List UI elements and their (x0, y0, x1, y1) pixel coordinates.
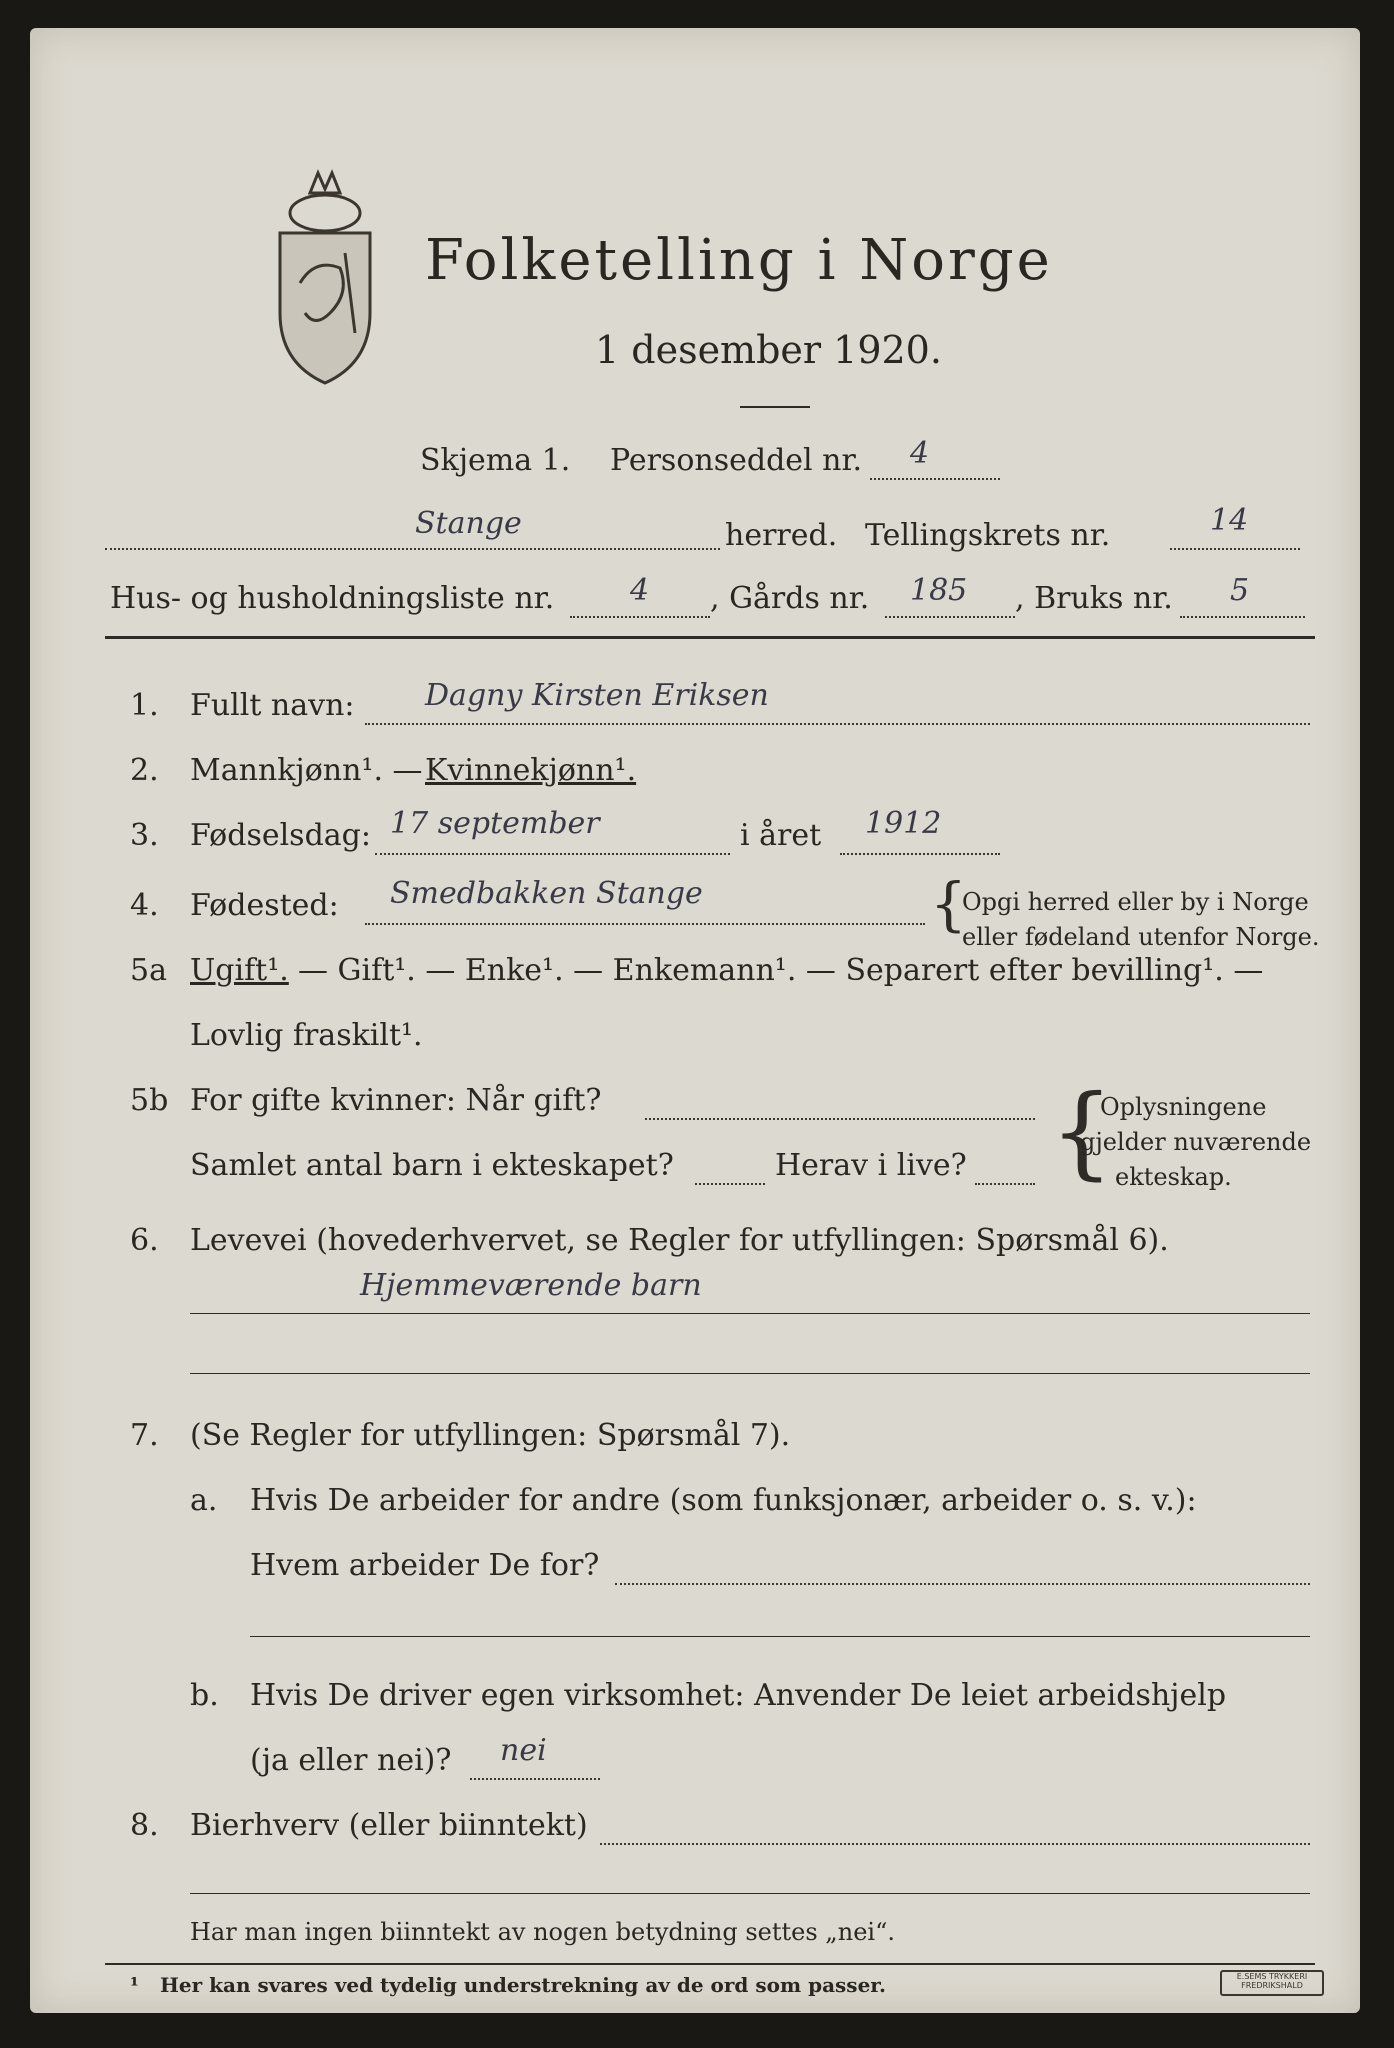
q8-line-2 (190, 1893, 1310, 1894)
herred-line (105, 548, 720, 550)
q5b-note-3: ekteskap. (1115, 1163, 1232, 1191)
q6-value: Hjemmeværende barn (360, 1268, 702, 1303)
q2-mann: Mannkjønn¹. — (190, 753, 423, 788)
q5a-line2: Lovlig fraskilt¹. (190, 1018, 423, 1053)
form-date: 1 desember 1920. (595, 328, 942, 372)
q3-year-line (840, 853, 1000, 855)
personseddel-label: Personseddel nr. (610, 443, 863, 478)
q7a-question: Hvem arbeider De for? (250, 1548, 600, 1583)
herred-label: herred. (725, 518, 838, 553)
q7-label: (Se Regler for utfyllingen: Spørsmål 7). (190, 1418, 791, 1453)
q1-number: 1. (130, 688, 159, 723)
q5a-ugift: Ugift¹. (190, 953, 289, 988)
q4-brace: { (930, 870, 967, 938)
bruks-line (1180, 616, 1305, 618)
q7b-text: Hvis De driver egen virksomhet: Anvender De leiet arbeidshjelp (250, 1678, 1227, 1713)
q4-number: 4. (130, 888, 159, 923)
q6-number: 6. (130, 1223, 159, 1258)
q1-value: Dagny Kirsten Eriksen (425, 678, 769, 713)
q1-label: Fullt navn: (190, 688, 355, 723)
q2-number: 2. (130, 753, 159, 788)
q3-year-label: i året (740, 818, 822, 853)
q3-value: 17 september (390, 806, 600, 841)
q4-note-2: eller fødeland utenfor Norge. (962, 923, 1320, 951)
footer-rule (105, 1963, 1315, 1965)
printer-stamp: E.SEMS TRYKKERI FREDRIKSHALD (1220, 1970, 1324, 1996)
q5b-note-1: Oplysningene (1100, 1093, 1267, 1121)
hus-value: 4 (630, 573, 650, 608)
header-rule (105, 636, 1315, 639)
q5b-when-line (645, 1118, 1035, 1120)
q7a-text: Hvis De arbeider for andre (som funksjonær, arbeider o. s. v.): (250, 1483, 1197, 1518)
q5a-options: — Gift¹. — Enke¹. — Enkemann¹. — Separert efter bevilling¹. — (298, 953, 1264, 988)
gards-line (885, 616, 1015, 618)
q7b-question: (ja eller nei)? (250, 1743, 452, 1778)
q4-value: Smedbakken Stange (390, 876, 703, 911)
tellingskrets-label: Tellingskrets nr. (865, 518, 1111, 553)
q5b-brace: { (1050, 1073, 1114, 1190)
q5b-line1: For gifte kvinner: Når gift? (190, 1083, 602, 1118)
q8-number: 8. (130, 1808, 159, 1843)
q6-line-1 (190, 1313, 1310, 1314)
herred-value: Stange (415, 506, 522, 541)
q4-note-1: Opgi herred eller by i Norge (962, 888, 1309, 916)
q1-line (365, 723, 1310, 725)
q3-label: Fødselsdag: (190, 818, 371, 853)
personseddel-line (870, 478, 1000, 480)
footnote-text: Her kan svares ved tydelig understrekning av de ord som passer. (160, 1973, 886, 1997)
q7a-letter: a. (190, 1483, 218, 1518)
q6-label: Levevei (hovederhvervet, se Regler for utfyllingen: Spørsmål 6). (190, 1223, 1169, 1258)
q4-label: Fødested: (190, 888, 339, 923)
bruks-value: 5 (1230, 573, 1250, 608)
q5b-number: 5b (130, 1083, 169, 1118)
q3-number: 3. (130, 818, 159, 853)
footnote-mark: ¹ (130, 1973, 139, 1997)
q4-line (365, 923, 925, 925)
footer-note: Har man ingen biinntekt av nogen betydning settes „nei“. (190, 1918, 895, 1946)
gards-value: 185 (910, 573, 968, 608)
census-form (30, 28, 1360, 2013)
q8-label: Bierhverv (eller biinntekt) (190, 1808, 588, 1843)
q7b-line (470, 1778, 600, 1780)
q2-kvinne: Kvinnekjønn¹. (425, 753, 637, 788)
q5a-number: 5a (130, 953, 167, 988)
hus-line (570, 616, 710, 618)
q3-line (375, 853, 730, 855)
coat-of-arms-icon (270, 163, 380, 388)
q8-line (600, 1843, 1310, 1845)
gards-label: , Gårds nr. (710, 581, 870, 616)
q7b-letter: b. (190, 1678, 219, 1713)
q5b-note-2: gjelder nuværende (1080, 1128, 1312, 1156)
bruks-label: , Bruks nr. (1015, 581, 1173, 616)
title-rule (740, 406, 810, 408)
hus-label: Hus- og husholdningsliste nr. (110, 581, 555, 616)
tellingskrets-value: 14 (1210, 503, 1249, 538)
q5b-living-line (975, 1183, 1035, 1185)
tellingskrets-line (1170, 548, 1300, 550)
form-title: Folketelling i Norge (425, 228, 1053, 293)
q7a-line (615, 1583, 1310, 1585)
q7a-line-2 (250, 1636, 1310, 1637)
q5b-children-line (695, 1183, 765, 1185)
q7b-value: nei (500, 1733, 547, 1768)
q5b-living-label: Herav i live? (775, 1148, 967, 1183)
personseddel-value: 4 (910, 436, 930, 471)
skjema-label: Skjema 1. (420, 443, 571, 478)
q5b-children-label: Samlet antal barn i ekteskapet? (190, 1148, 674, 1183)
q7-number: 7. (130, 1418, 159, 1453)
q3-year-value: 1912 (865, 806, 942, 841)
q6-line-2 (190, 1373, 1310, 1374)
